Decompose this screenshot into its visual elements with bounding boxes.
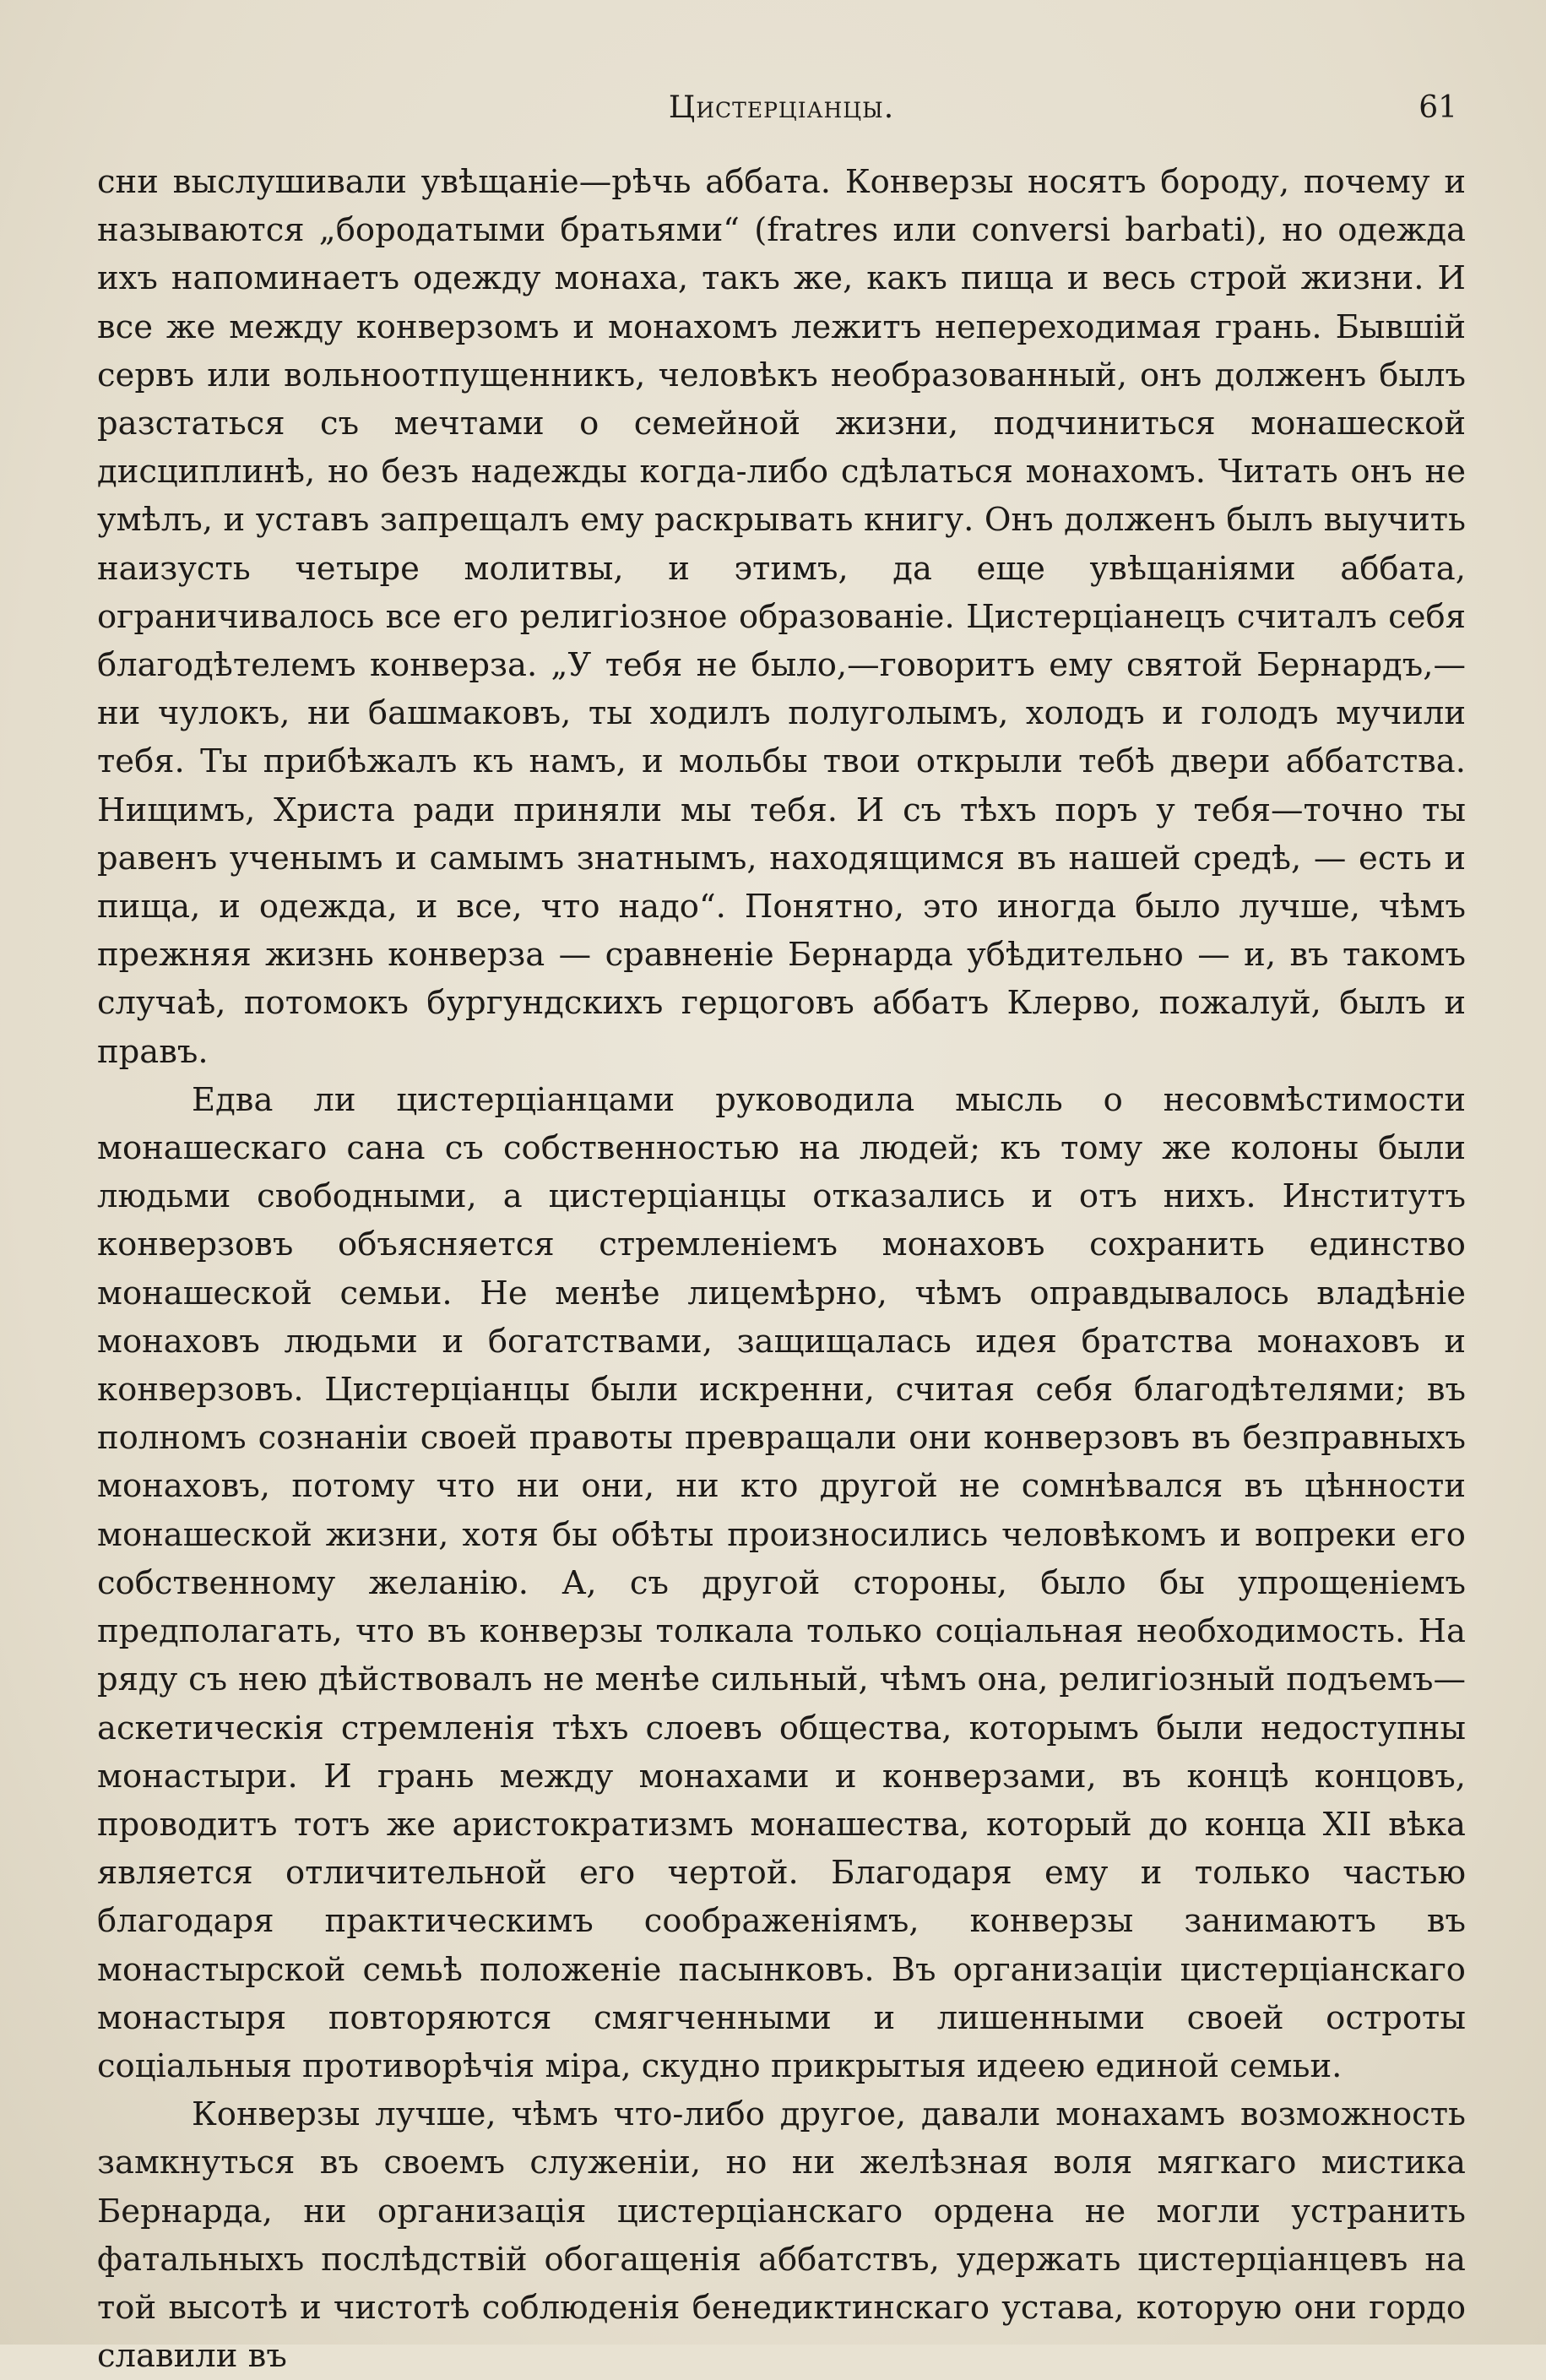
- paragraph-2: Едва ли цистерціанцами руководила мысль о несовмѣстимости монашескаго сана съ собственностью на людей; къ тому же колоны были людьми свободными, а цистерціанцы отказались и отъ нихъ. Институтъ конверзовъ объясняется стремленіемъ монаховъ сохранить единство монашеской семьи. Не менѣе лицемѣрно, чѣмъ оправдывалось владѣніе монаховъ людьми и богатствами, защищалась идея братства монаховъ и конверзовъ. Цистерціанцы были искренни, считая себя благодѣтелями; въ полномъ сознаніи своей правоты превращали они конверзовъ въ безправныхъ монаховъ, потому что ни они, ни кто другой не сомнѣвался въ цѣнности монашеской жизни, хотя бы обѣты произносились человѣкомъ и вопреки его собственному желанію. А, съ другой стороны, было бы упрощеніемъ предполагать, что въ конверзы толкала только соціальная необходимость. На ряду съ нею дѣйствовалъ не менѣе сильный, чѣмъ она, религіозный подъемъ—аскетическія стремленія тѣхъ слоевъ общества, которымъ были недоступны монастыри. И грань между монахами и конверзами, въ концѣ концовъ, проводитъ тотъ же аристократизмъ монашества, который до конца XII вѣка является отличительной его чертой. Благодаря ему и только частью благодаря практическимъ соображеніямъ, конверзы занимаютъ въ монастырской семьѣ положеніе пасынковъ. Въ организаціи цистерціанскаго монастыря повторяются смягченными и лишенными своей остроты соціальныя противорѣчія міра, скудно прикрытыя идеею единой семьи.: [97, 1080, 1466, 2085]
- paragraph-1: сни выслушивали увѣщаніе—рѣчь аббата. Конверзы носятъ бороду, почему и называются „бородатыми братьями“ (fratres или conversi barbati), но одежда ихъ напоминаетъ одежду монаха, такъ же, какъ пища и весь строй жизни. И все же между конверзомъ и монахомъ лежитъ непереходимая грань. Бывшій сервъ или вольноотпущенникъ, человѣкъ необразованный, онъ долженъ былъ разстаться съ мечтами о семейной жизни, подчиниться монашеской дисциплинѣ, но безъ надежды когда-либо сдѣлаться монахомъ. Читать онъ не умѣлъ, и уставъ запрещалъ ему раскрывать книгу. Онъ долженъ былъ выучить наизусть четыре молитвы, и этимъ, да еще увѣщаніями аббата, ограничивалось все его религіозное образованіе. Цистерціанецъ считалъ себя благодѣтелемъ конверза. „У тебя не было,—говоритъ ему святой Бернардъ,—ни чулокъ, ни башмаковъ, ты ходилъ полуголымъ, холодъ и голодъ мучили тебя. Ты прибѣжалъ къ намъ, и мольбы твои открыли тебѣ двери аббатства. Нищимъ, Христа ради приняли мы тебя. И съ тѣхъ поръ у тебя—точно ты равенъ ученымъ и самымъ знатнымъ, находящимся въ нашей средѣ, — есть и пища, и одежда, и все, что надо“. Понятно, это иногда было лучше, чѣмъ прежняя жизнь конверза — сравненіе Бернарда убѣдительно — и, въ такомъ случаѣ, потомокъ бургундскихъ герцоговъ аббатъ Клерво, пожалуй, былъ и правъ.: [97, 163, 1466, 1071]
- running-title: Цистерціанцы.: [668, 90, 895, 125]
- running-head: [97, 80, 1466, 139]
- body-text: [97, 158, 1466, 2380]
- paragraph-3: Конверзы лучше, чѣмъ что-либо другое, давали монахамъ возможность замкнуться въ своемъ служеніи, но ни желѣзная воля мягкаго мистика Бернарда, ни организація цистерціанскаго ордена не могли устранить фатальныхъ послѣдствій обогащенія аббатствъ, удержать цистерціанцевъ на той высотѣ и чистотѣ соблюденія бенедиктинскаго устава, которую они гордо славили въ: [97, 2095, 1466, 2376]
- page-number: 61: [1419, 90, 1457, 125]
